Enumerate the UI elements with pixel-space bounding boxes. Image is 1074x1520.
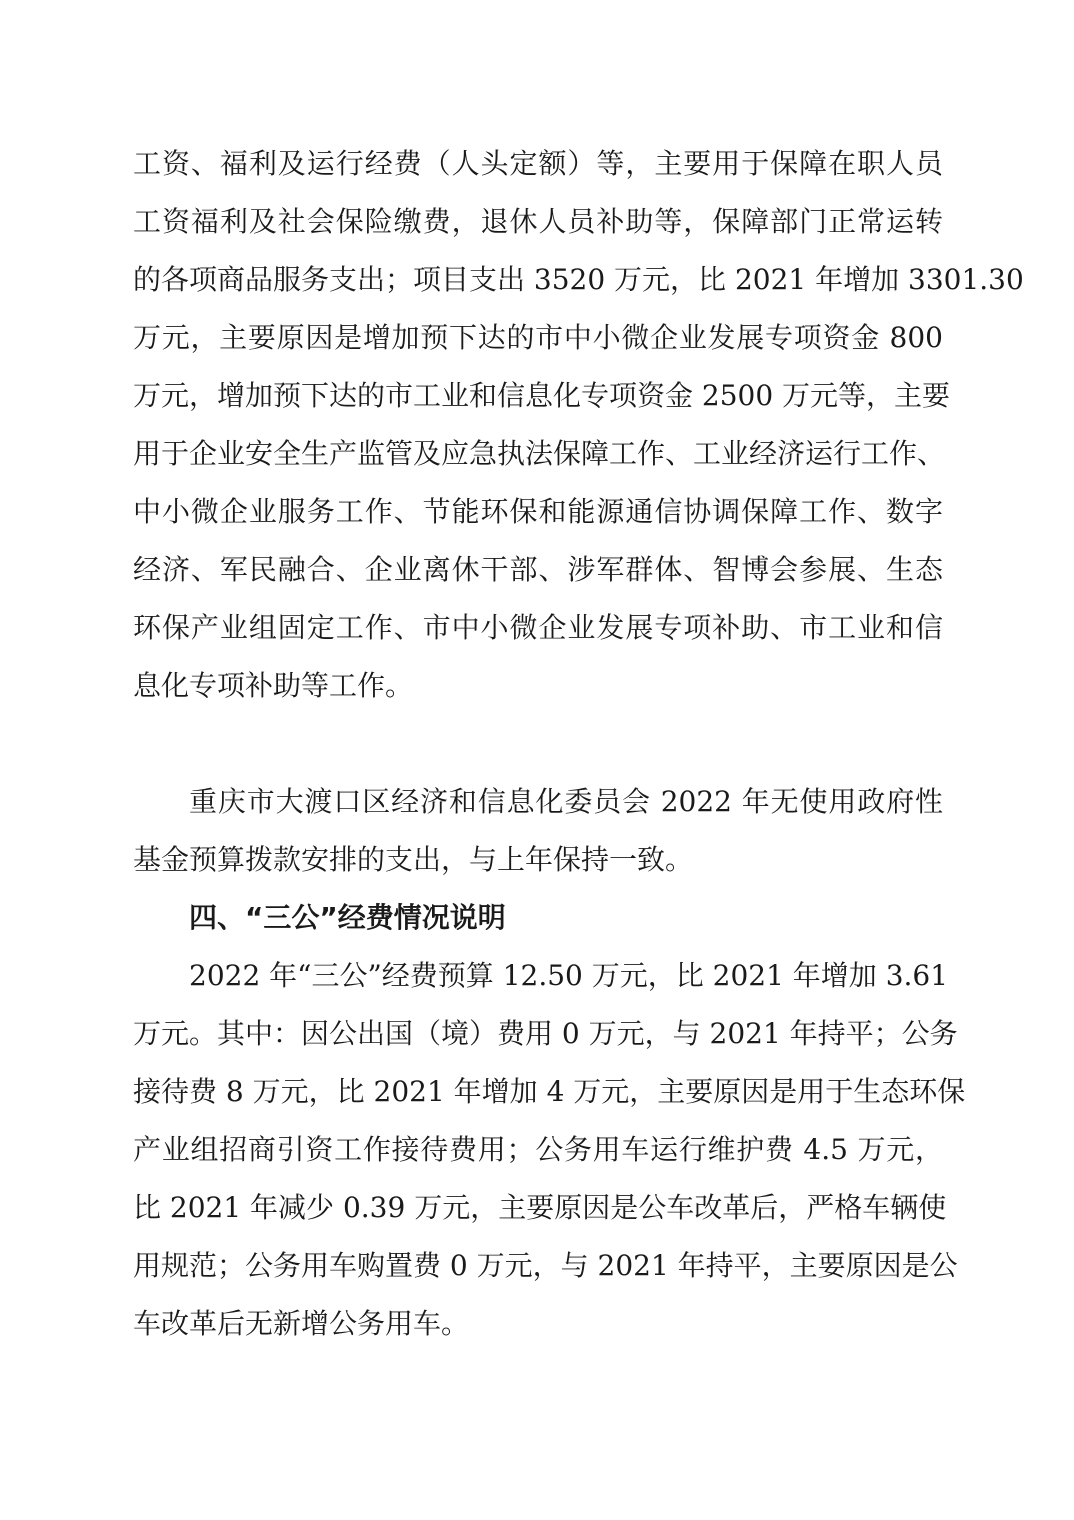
paragraph-line: 万元，主要原因是增加预下达的市中小微企业发展专项资金 800 (133, 321, 943, 354)
paragraph-line: 用于企业安全生产监管及应急执法保障工作、工业经济运行工作、 (133, 437, 946, 470)
paragraph-line: 比 2021 年减少 0.39 万元，主要原因是公车改革后，严格车辆使 (133, 1191, 947, 1224)
paragraph-line: 用规范；公务用车购置费 0 万元，与 2021 年持平，主要原因是公 (133, 1249, 958, 1282)
paragraph-line: 工资、福利及运行经费（人头定额）等，主要用于保障在职人员 (133, 147, 943, 180)
paragraph-line: 产业组招商引资工作接待费用；公务用车运行维护费 4.5 万元， (133, 1133, 943, 1166)
paragraph-line: 重庆市大渡口区经济和信息化委员会 2022 年无使用政府性 (189, 785, 943, 818)
paragraph-line: 经济、军民融合、企业离休干部、涉军群体、智博会参展、生态 (133, 553, 943, 586)
paragraph-line: 基金预算拨款安排的支出，与上年保持一致。 (133, 843, 694, 876)
paragraph-line: 接待费 8 万元，比 2021 年增加 4 万元，主要原因是用于生态环保 (133, 1075, 966, 1108)
paragraph-line: 环保产业组固定工作、市中小微企业发展专项补助、市工业和信 (133, 611, 943, 644)
paragraph-line: 2022 年“三公”经费预算 12.50 万元，比 2021 年增加 3.61 (189, 959, 949, 992)
section-heading: 四、“三公”经费情况说明 (189, 901, 506, 934)
paragraph-line: 万元，增加预下达的市工业和信息化专项资金 2500 万元等，主要 (133, 379, 951, 412)
paragraph-line: 息化专项补助等工作。 (133, 669, 414, 702)
paragraph-line: 的各项商品服务支出；项目支出 3520 万元，比 2021 年增加 3301.30 (133, 263, 1024, 296)
paragraph-line: 工资福利及社会保险缴费，退休人员补助等，保障部门正常运转 (133, 205, 943, 238)
paragraph-line: 中小微企业服务工作、节能环保和能源通信协调保障工作、数字 (133, 495, 943, 528)
paragraph-line: 万元。其中：因公出国（境）费用 0 万元，与 2021 年持平；公务 (133, 1017, 958, 1050)
paragraph-line: 车改革后无新增公务用车。 (133, 1307, 470, 1340)
